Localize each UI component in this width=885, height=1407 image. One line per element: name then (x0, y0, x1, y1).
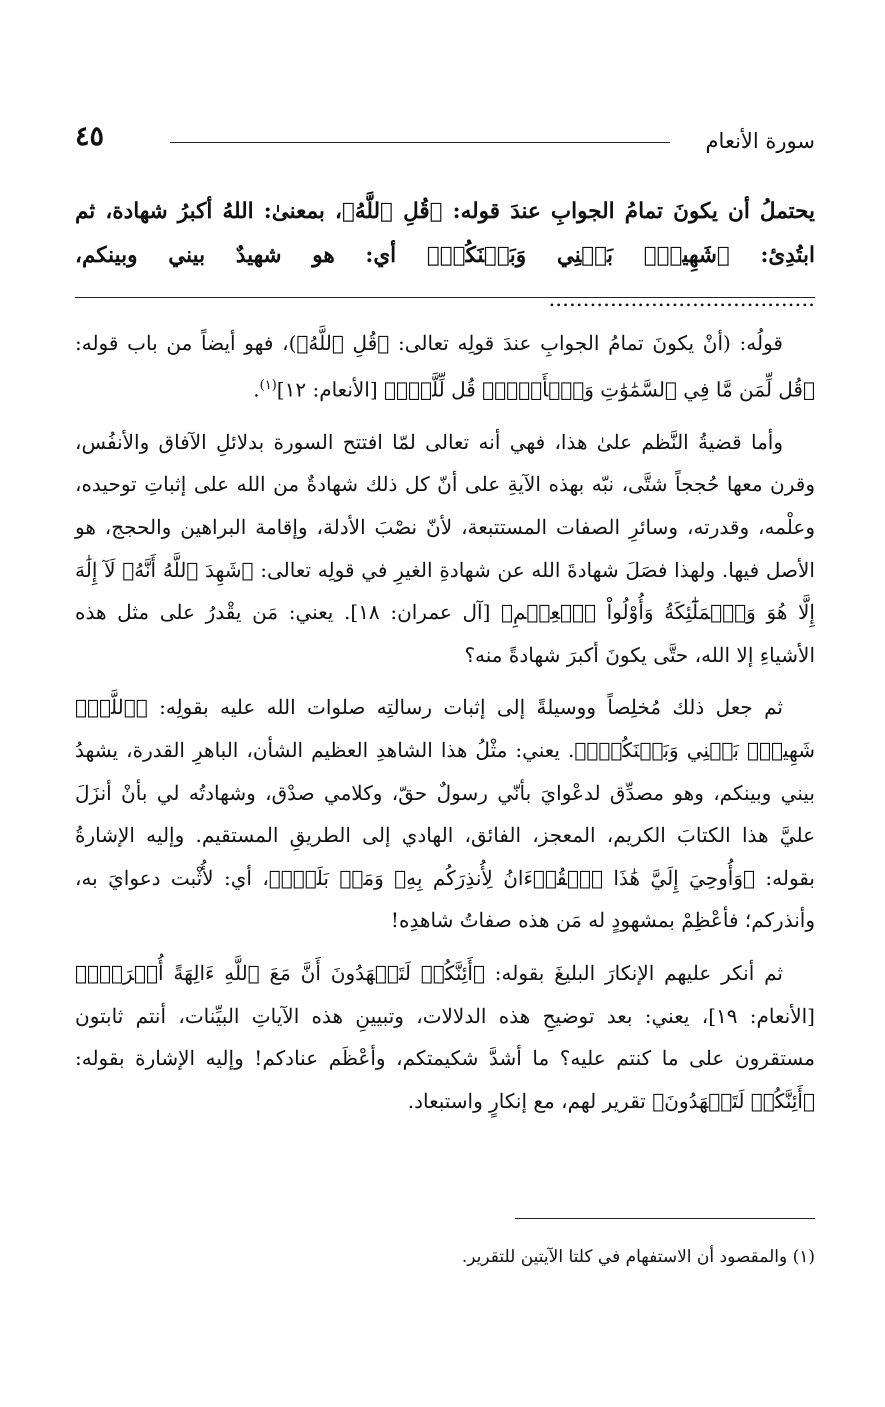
footnote: (١) والمقصود أن الاستفهام في كلتا الآيتين للتقرير. (461, 1247, 815, 1267)
matn-block (75, 190, 815, 322)
matn-dots: ....................................... (548, 287, 815, 312)
commentary-paragraph-4: ثم أنكر عليهم الإنكارَ البليغَ بقوله: ﴿أَئِنَّكُمۡ لَتَشۡهَدُونَ أَنَّ مَعَ ٱللَّهِ ءَالِهَةً أُخۡرَىٰۚ﴾ [الأنعام: ١٩]، يعني: بعد توضيحِ هذه الدلالات، وتبيينِ هذه الآياتِ البيِّنات، أنتم ثابتون مستقرون على ما كنتم عليه؟ ما أشدَّ شكيمتكم، وأعْظَم عنادكم! وإليه الإشارة بقوله: ﴿أَئِنَّكُمۡ لَتَشۡهَدُونَ﴾ تقرير لهم، مع إنكارٍ واستبعاد. (75, 960, 815, 1113)
matn-separator (75, 297, 815, 298)
footnote-ref: (١) (259, 377, 277, 393)
commentary-paragraph-2: وأما قضيةُ النَّظم علىٰ هذا، فهي أنه تعالى لمّا افتتح السورة بدلائلِ الآفاق والأنفُس، وقرن معها حُججاً شتَّى، نبّه بهذه الآيةِ على أنّ كل ذلك شهادةٌ من الله على إثباتِ توحيده، وعلْمه، وقدرته، وسائرِ الصفات المستتبعة، لأنّ نصْبَ الأدلة، وإقامة البراهين والحجج، هو الأصل فيها. ولهذا فصَلَ شهادةَ الله عن شهادةِ الغيرِ في قولِه تعالى: ﴿شَهِدَ ٱللَّهُ أَنَّهُۥ لَآ إِلَٰهَ إِلَّا هُوَ وَٱلۡمَلَٰٓئِكَةُ وَأُوْلُواْ ٱلۡعِلۡمِ﴾ [آل عمران: ١٨]. يعني: مَن يقْدرُ على مثل هذه الأشياءِ إلا الله، حتَّى يكونَ أكبرَ شهادةً منه؟ (75, 429, 815, 667)
commentary-paragraph-3: ثم جعل ذلك مُخلِصاً ووسيلةً إلى إثبات رسالتِه صلوات الله عليه بقولِه: ﴿ٱللَّهُۖ شَهِيدُۢ بَيۡنِي وَبَيۡنَكُمۡۚ﴾. يعني: مثْلُ هذا الشاهدِ العظيم الشأن، الباهرِ القدرة، يشهدُ بيني وبينكم، وهو مصدِّق لدعْوايَ بأنّي رسولٌ حقّ، وكلامي صدْق، وشهادتُه لي بأنْ أنزَلَ عليَّ هذا الكتابَ الكريم، المعجز، الفائق، الهادي إلى الطريقِ المستقيم. وإليه الإشارةُ بقوله: ﴿وَأُوحِيَ إِلَيَّ هَٰذَا ٱلۡقُرۡءَانُ لِأُنذِرَكُم بِهِۦ وَمَنۢ بَلَغَۚ﴾، أي: لأُثْبت دعوايَ به، وأنذركم؛ فأعْظِمْ بمشهودٍ له مَن هذه صفاتُ شاهدِه! (75, 695, 815, 933)
footnote-separator (515, 1218, 815, 1219)
commentary (75, 322, 815, 1132)
header-rule (170, 142, 670, 143)
surah-title: سورة الأنعام (705, 129, 815, 153)
page-header (75, 120, 815, 160)
page-number: ٤٥ (75, 121, 105, 152)
commentary-paragraph-1: قولُه: (أنْ يكونَ تمامُ الجوابِ عندَ قولِه تعالى: ﴿قُلِ ٱللَّهُ﴾)، فهو أيضاً من باب قوله: ﴿قُل لِّمَن مَّا فِي ٱلسَّمَٰوَٰتِ وَٱلۡأَرۡضِۖ قُل لِّلَّهِۚ﴾ [الأنعام: ١٢]$^{(١)}$. (75, 331, 815, 402)
matn-text: يحتملُ أن يكونَ تمامُ الجوابِ عندَ قوله: ﴿قُلِ ٱللَّهُ﴾، بمعنىٰ: اللهُ أكبرُ شهادة، ثم ابتُدِئ: ﴿شَهِيدٌۢ بَيۡنِي وَبَيۡنَكُمۡ﴾ أي: هو شهيدٌ بيني وبينكم، (75, 199, 815, 268)
paragraph-1-text: قولُه: (أنْ يكونَ تمامُ الجوابِ عندَ قولِه تعالى: ﴿قُلِ ٱللَّهُ﴾)، فهو أيضاً من باب قوله: ﴿قُل لِّمَن مَّا فِي ٱلسَّمَٰوَٰتِ وَٱلۡأَرۡضِۖ قُل لِّلَّهِۚ﴾ [الأنعام: ١٢] (75, 331, 815, 402)
